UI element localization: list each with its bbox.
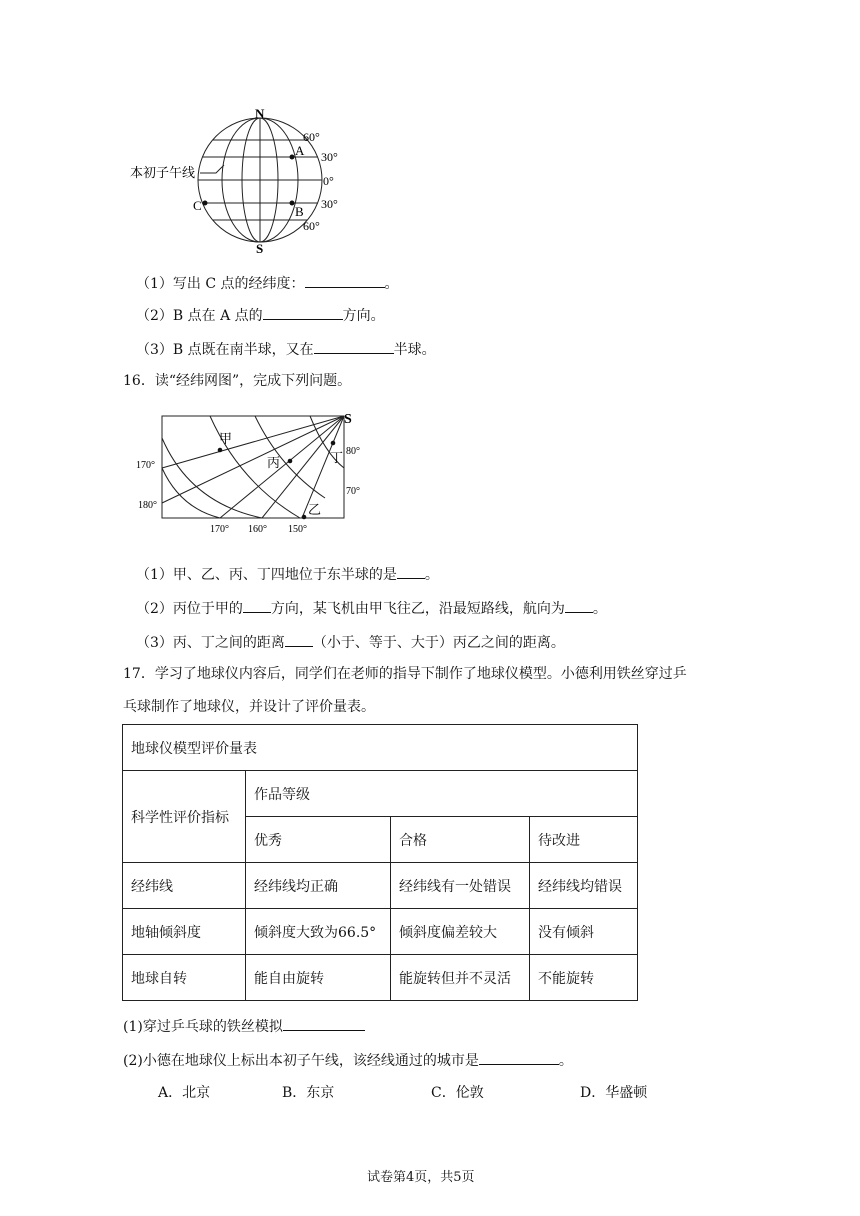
option-b[interactable]: B．东京	[282, 1085, 335, 1101]
grade-excellent: 优秀	[246, 817, 391, 863]
right-label-80: 80°	[346, 446, 360, 457]
table-row: 经纬线 经纬线均正确 经纬线有一处错误 经纬线均错误	[123, 863, 638, 909]
grade-improve: 待改进	[530, 817, 638, 863]
left-label-180: 180°	[138, 500, 157, 511]
place-ding-label: 丁	[330, 450, 344, 465]
bottom-label-170: 170°	[210, 524, 229, 535]
q17-sub2: (2)小德在地球仪上标出本初子午线，该经线通过的城市是 。	[123, 1049, 573, 1071]
point-a-label: A	[295, 143, 305, 158]
left-label-170: 170°	[136, 460, 155, 471]
option-c[interactable]: C．伦敦	[431, 1085, 484, 1101]
q17-sub1: (1)穿过乒乓球的铁丝模拟	[123, 1015, 365, 1037]
prime-meridian-label: 本初子午线	[130, 165, 196, 180]
polar-grid-figure	[130, 408, 370, 538]
lat-label-30n: 30°	[321, 150, 338, 164]
grade-header: 作品等级	[246, 771, 638, 817]
answer-blank[interactable]	[479, 1049, 559, 1065]
answer-blank[interactable]	[283, 1015, 365, 1031]
q17-line1: 17．学习了地球仪内容后，同学们在老师的指导下制作了地球仪模型。小德利用铁丝穿过乒	[123, 666, 687, 682]
q16-title: 16．读“经纬网图”，完成下列问题。	[123, 373, 352, 389]
point-b-label: B	[295, 204, 304, 219]
lat-label-60n: 60°	[303, 130, 320, 144]
south-label: S	[256, 241, 264, 255]
evaluation-table	[122, 724, 638, 1001]
bottom-label-150: 150°	[288, 524, 307, 535]
globe-figure	[120, 105, 360, 255]
q16-sub3: （3）丙、丁之间的距离 （小于、等于、大于）丙乙之间的距离。	[136, 631, 565, 653]
answer-blank[interactable]	[305, 272, 385, 288]
page-footer: 试卷第4页，共5页	[367, 1170, 475, 1185]
answer-blank[interactable]	[285, 631, 313, 647]
right-label-70: 70°	[346, 486, 360, 497]
q15-sub1: （1）写出 C 点的经纬度： 。	[136, 272, 399, 294]
answer-blank[interactable]	[397, 563, 425, 579]
answer-blank[interactable]	[263, 304, 343, 320]
table-title: 地球仪模型评价量表	[123, 725, 638, 771]
lat-label-0: 0°	[323, 174, 334, 188]
place-yi-label: 乙	[308, 502, 322, 517]
index-header: 科学性评价指标	[123, 771, 246, 863]
north-label: N	[255, 106, 265, 121]
place-bing-label: 丙	[267, 455, 281, 470]
answer-blank[interactable]	[565, 597, 593, 613]
point-c-label: C	[193, 198, 202, 213]
table-row: 地球自转 能自由旋转 能旋转但并不灵活 不能旋转	[123, 955, 638, 1001]
q16-sub2: （2）丙位于甲的 方向，某飞机由甲飞往乙，沿最短路线，航向为 。	[136, 597, 607, 619]
answer-blank[interactable]	[243, 597, 271, 613]
q17-line2: 乓球制作了地球仪，并设计了评价量表。	[123, 699, 375, 715]
answer-blank[interactable]	[314, 338, 394, 354]
option-a[interactable]: A．北京	[158, 1085, 211, 1101]
lat-label-60s: 60°	[303, 219, 320, 233]
pole-label: S	[344, 412, 352, 427]
option-d[interactable]: D．华盛顿	[580, 1085, 648, 1101]
q16-sub1: （1）甲、乙、丙、丁四地位于东半球的是 。	[136, 563, 439, 585]
grade-pass: 合格	[391, 817, 530, 863]
q15-sub3: （3）B 点既在南半球，又在 半球。	[136, 338, 436, 360]
place-jia-label: 甲	[219, 431, 233, 446]
lat-label-30s: 30°	[321, 197, 338, 211]
table-row: 地轴倾斜度 倾斜度大致为66.5° 倾斜度偏差较大 没有倾斜	[123, 909, 638, 955]
q15-sub2: （2）B 点在 A 点的 方向。	[136, 304, 385, 326]
bottom-label-160: 160°	[248, 524, 267, 535]
